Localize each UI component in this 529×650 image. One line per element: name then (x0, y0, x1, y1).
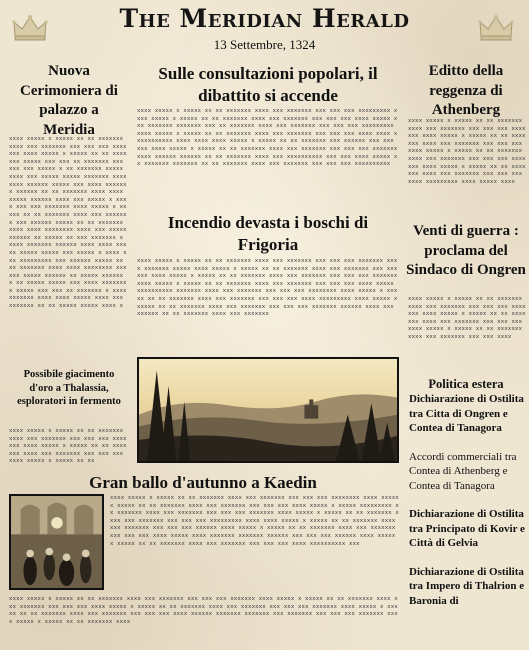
headline-left-mid: Possibile giacimento d'oro a Thalassia, esploratori in fermento (17, 369, 121, 408)
article-body: xxxx xxxxx x xxxxx xx xx xxxxxxx xxxx xxx xxxxxxx xxx xxx xxx xxxxxxx xxxx xxxxx x xxxxx xx xx xxxxxxx xxxxx xxx xxx xx xxxxxxx xxx xxx xxx xxxxx x xx xxxxxxx xxxxx xxxx xxx xxxxx xxxxx xxxxxxx xxxx xxxx xxxxxx xxxxx xxx xxxx xxxxxx x xxxxxx xx xx xxxxxxx xxxx xxxx xxxxx xxxxxx xxxx xxx xxxxx x xxxx xxx xxx xxxxxxx xxxx xxxxx x xxxxx xx xx xxxxxxx xxxx xxx xxxxxxx xxx xxxxxx xxxxx xx xx xxxxxxx xxxx xxxx xxxxxxxx xxxx xxx xxxxx xxxxxx xx xxxxx xx xxx xxxxxxx x xxxx xxxxxxx xxxxxx xxxx xxxx xxxxx xxxxx xxxxx xxx xxxxx x xxxx xxx xxxxxxxxx xxx xxxxxx xxxxx xx xx xxxxxxx xxxx xxxx xxxxxxxx xxx xxx xxxxx xxxxxx xx xxxxx xxxxxx x xx xxxxx xxxxx xxx xxxx xxxxxxxx xxxxx xxx xxx xx xxxxxxx x xxxx xxxxxxx xxxx xxxx xxxxx xxxx xxx xxxxxxx xx xx xxxxx xxxxx xxxx x (9, 136, 127, 310)
headline-center-bottom: Gran ballo d'autunno a Kaedin (89, 473, 317, 492)
article-body: xxxx xxxxx x xxxxx xx xx xxxxxxx xxxx xxx xxxxxxx xxx xxx xxx xxxxxxxxx xxxx xxxxx x xxxxx xx xx xxxxxxx xxxx xxx xxxxxxx xxx xxx xxx xxxx xxxxx xxx xxxxxxx xxxxxxx xxx xx xxxxxxx xxxx xxx xxxxxxx xxx xxx xxx xxxxxxxxx xxxx xxxxx x xxxxx xx xx xxxxxxx xxxx xxx xxxxxxx xxx xxx xxx xxxx xxxx xxxxxxxxxxx xxxx xxxx xxxx xxxxx x xxxxx xx xx xxxxxxx xxx xxxxxx xxx xxx xxx xxxx xxxxx x xxxxx xx xx xxxxxxx xxxx xxx xxxxxxx xxx xxx xxx xxxxxxx xxxx xxxxxx xxxxxx xx xx xxxxxxx xxxx xxx xxxxxxxxxx xxx xxx xxxx xxxxx xx xxxxxxx xxxxxxx xx xx xxxxxxx xxxx xxx xxxxxxx xxx xxx xxx xxxxxxxxxx (137, 108, 398, 168)
politics-item: Dichiarazione di Ostilita tra Principato di Kovir e Città di Gelvia (409, 508, 525, 549)
politics-item: Dichiarazione di Ostilita tra Impero di Thalrion e Baronia di (409, 565, 525, 607)
politics-list (409, 392, 527, 619)
article-body: xxxx xxxxx x xxxxx xx xx xxxxxxx xxxx xxx xxxxxxx xxx xxx xxx xxxxxxx xxxx xxxxx x xxxxx xx xx xxxxxxx xxxx xxx xxxxxxx xxx xxx xxx xxxx xxxxx x xxxxx xx xx xxxxxxx xxxx xxx xxxxxxx xxx xxx xxx xxxxxxx xxxx xxxxx x xxxxx xx xx xxxxxxx xxxx xxx xxxxxxx xxx xxx xxx xxxx xxxxxxxxx xxxx xxxxx xxxx (408, 118, 526, 185)
article-body: xxxx xxxxx x xxxxx xx xx xxxxxxx xxxx xxx xxxxxxx xxx xxx xxx xxxxxxxx xxxx xxxxx x xxxxx xx xx xxxxxxx xxxx xxx xxxxxxx xxx xxx xxx xxxx xxxxx x xxxxx xxxxxxxxx xx xxxxxxx xxxx xxx xxxxxxx xxx xxx xxx xxxxxxx xxxx xxxxx x xxxxx xx xx xxxxxxx xxxx xxx xxxxxxx xxx xxx xxx xxxxxxxxx xxxx xxxx xxxxx x xxxxx xx xx xxxxxxx xxxx xxx xxxxxxx xxx xxx xxx xxxxxx xxxx xxxxx x xxxxx xx xx xxxxxxx xxxx xxx xxxxxxx xxx xxx xxx xxxx xxxxx xxxx xxxxxxx xxxxxxx xxxxxx xxx xxx xxx xxxxxx xxxx xxxxx x xxxxx xx xx xxxxxxx xxxx xxx xxxxxxx xxx xxx xxx xxxx xxxxxxxxxx xxx (110, 495, 399, 547)
headline-right-mid: Venti di guerra : proclama del Sindaco di Ongren (406, 223, 526, 278)
headline-right-top: Editto della reggenza di Athenberg (428, 63, 504, 118)
forest-landscape-image (137, 357, 399, 463)
article-body: xxxx xxxxx x xxxxx xx xx xxxxxxx xxxx xxx xxxxxxx xxx xxx xxx xxxxxxx xxxx xxxxxxx xxxxx xxxx xxxxx x xxxxx xx xx xxxxxxx xxxx xxx xxxxxxx xxx xxx xxx xxxx xxxxx x xxxxx xx xx xxxxxxx xxxx xxx xxxxxxx xxx xxx xxx xxxxxxx xxxx xxxxx x xxxxx xx xx xxxxxxx xxxx xxx xxxxxxx xxx xxx xxx xxxx xxxxx xxxxxxxxxx xxxxxxx xxxx xxx xxxxxxx xxx xxx xxx xxxxxxxx xxxx xxxxx x xxxxx xx xx xxxxxxx xxxx xxx xxxxxxx xxx xxx xxx xxxx xxxxxxxxx xxxx xxxxx x xxxxx xx xx xxxxxxx xxxx xxx xxxxxxx xxx xxx xxx xxxxxxx xxxxxx xxxx xxx xxxxxx xx xx xxxxxxx xxxx xxx xxxxxxx (137, 258, 398, 318)
masthead-title: The Meridian Herald (119, 4, 410, 33)
politics-item: Dichiarazione di Ostilita tra Citta di Ongren e Contea di Tanagora (409, 393, 524, 434)
article-body: xxxx xxxxx x xxxxx xx xx xxxxxxx xxxx xxx xxxxxxx xxx xxx xxx xxxxxxx xxxx xxxxx x xxxxx xx xx xxxxxxx xxxx xxx xxxxxxx xxx xxx xxx xxxx xxxxx x xxxxx xx xx (9, 428, 127, 464)
politics-item: Accordi commerciali tra Contea di Athenberg e Contea di Tanagora (409, 450, 517, 492)
article-body: xxxx xxxxx x xxxxx xx xx xxxxxxx xxxx xxx xxxxxxx xxx xxx xxx xxxxxxx xxxx xxxxx x xxxxx xx xx xxxxxxx xxxx xxx xxxxxxx xxx xxx xxx xxxx xxxxx x xxxxx xx xx xxxxxxx xxxx xxx xxxxxxx xxx xxx xxx xxxxxxx xxxx xxxxx x xxxxx xx xx xxxxxxx xxxx xxx xxxxxxx xxx xxx xxx xxxx xxxxxx xxxxxxx xxxxxxx xxx xxxxxxx xxx xxx xxx xxxxxxx xxxx xxxxx x xxxxx xx xx xxxxxxx xxxx (9, 596, 398, 625)
politics-heading: Politica estera (428, 377, 504, 391)
article-body: xxxx xxxxx x xxxxx xx xx xxxxxxx xxxx xxx xxxxxxx xxx xxx xxx xxxxxxx xxxx xxxxx x xxxxx xx xx xxxxxxx xxxx xxx xxxxxxx xxx xxx xxx xxxx xxxxx x xxxxx xx xx xxxxxxx xxxx xxx xxxxxxx xxx xxx xxxx (408, 296, 526, 340)
headline-center-mid: Incendio devasta i boschi di Frigoria (167, 213, 369, 255)
headline-center-top: Sulle consultazioni popolari, il dibattito si accende (158, 64, 378, 106)
dateline: 13 Settembre, 1324 (213, 37, 316, 52)
ballroom-image (9, 494, 104, 590)
headline-left-top: Nuova Cerimoniera di palazzo a Meridia (20, 63, 118, 138)
